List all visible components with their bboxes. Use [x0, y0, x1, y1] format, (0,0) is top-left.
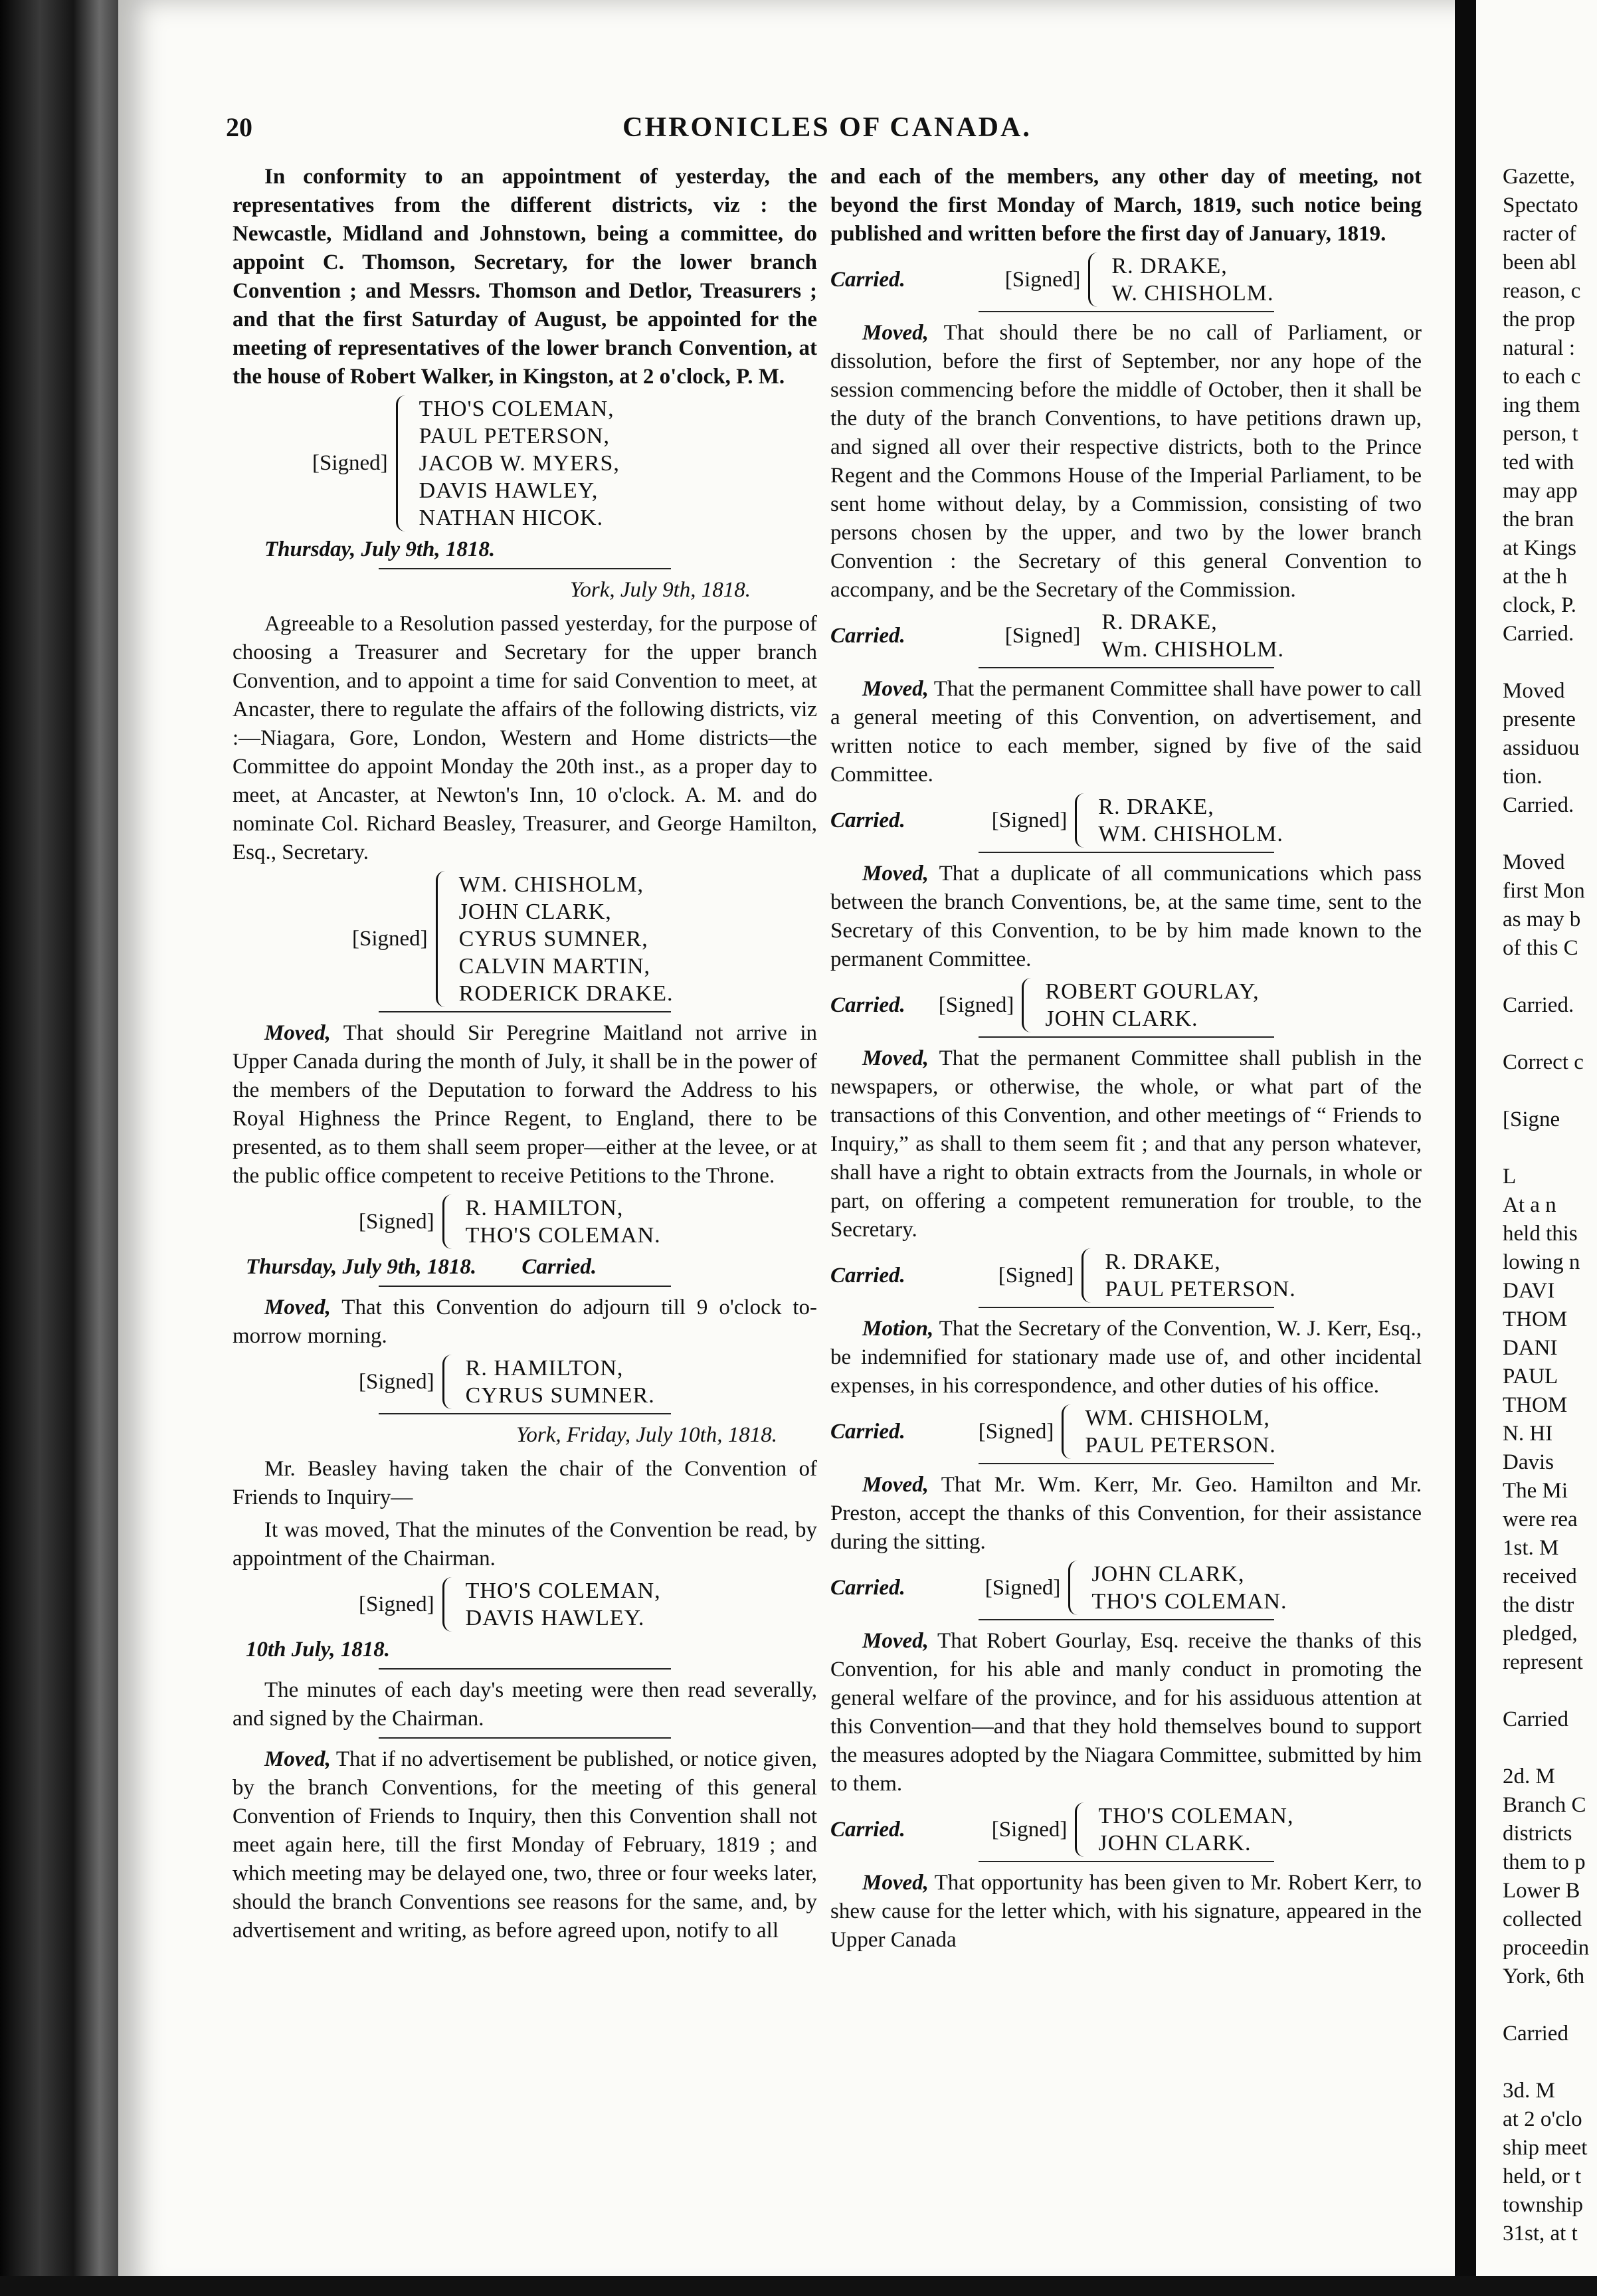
next-page-line: Branch C — [1503, 1793, 1586, 1817]
signatory: CYRUS SUMNER. — [465, 1383, 655, 1408]
motion-lead: Moved, — [862, 1473, 929, 1497]
motion-lead: Moved, — [862, 677, 929, 701]
divider — [979, 1861, 1274, 1862]
signatory: THO'S COLEMAN. — [465, 1223, 661, 1248]
next-page-line: held, or t — [1503, 2164, 1582, 2188]
next-page-line: Davis — [1503, 1450, 1554, 1474]
brace-icon — [1022, 978, 1038, 1032]
motion-paragraph — [233, 1019, 817, 1191]
next-page-line: township — [1503, 2193, 1584, 2217]
paragraph: and each of the members, any other day of meeting, not beyond the first Monday of March, 1819, such notice being published and written before the first day of January, 1819. — [830, 165, 1422, 246]
next-page-line: 1st. M — [1503, 1536, 1559, 1560]
motion-paragraph — [830, 860, 1422, 974]
brace-icon — [1088, 252, 1105, 307]
brace-icon — [442, 1577, 459, 1632]
brace-icon — [1068, 1561, 1085, 1615]
next-page-line — [1503, 1991, 1597, 2020]
signatory: DAVIS HAWLEY. — [465, 1606, 645, 1630]
carried-label: Carried. — [830, 1817, 905, 1842]
next-page-line: DAVI — [1503, 1279, 1555, 1303]
next-page-line: were rea — [1503, 1507, 1578, 1531]
motion-lead: Moved, — [264, 1747, 331, 1771]
motion-paragraph — [830, 319, 1422, 605]
signed-label: [Signed] — [359, 1369, 434, 1394]
next-page-line: lowing n — [1503, 1250, 1580, 1274]
motion-text: That the Secretary of the Convention, W. J. Kerr, Esq., be indemnified for stationary made use of, and other incidental expenses, in his correspondence, and other duties of his office. — [830, 1317, 1422, 1398]
next-page-line: person, t — [1503, 422, 1578, 446]
brace-icon — [396, 395, 413, 531]
next-page-line: pledged, — [1503, 1622, 1578, 1646]
signed-label: [Signed] — [991, 808, 1068, 832]
motion-text: That the permanent Committee shall publish in the newspapers, or otherwise, the whole, or what part of the transactions of this Convention, and other meetings of “ Friends to Inquiry,” as shall to them seem fit ; and that any person whatever, shall have a right to obtain extracts from the Journals, in whole or part, on offering a competent remuneration for trouble, to the Secretary. — [830, 1046, 1422, 1242]
next-page-line: presente — [1503, 708, 1576, 731]
next-page-line: Carried — [1503, 2022, 1568, 2046]
carried-label: Carried. — [830, 1575, 905, 1600]
motion-text: That Mr. Wm. Kerr, Mr. Geo. Hamilton and Mr. Preston, accept the thanks of this Convention, for their assistance during the sitting. — [830, 1473, 1422, 1554]
signatory: JOHN CLARK. — [1098, 1831, 1252, 1856]
signature-block — [312, 395, 817, 531]
divider — [379, 1737, 671, 1739]
signatory: JOHN CLARK, — [458, 900, 612, 924]
divider — [379, 1286, 671, 1287]
divider — [379, 1413, 671, 1414]
next-page-line: received — [1503, 1565, 1577, 1588]
signatories — [419, 395, 620, 531]
next-page-line: the distr — [1503, 1593, 1574, 1617]
carried-label: Carried. — [830, 993, 905, 1017]
next-page-line — [1503, 1677, 1597, 1705]
next-page-line: may app — [1503, 479, 1578, 503]
running-title: CHRONICLES OF CANADA. — [622, 112, 1032, 143]
signatory: THO'S COLEMAN. — [1091, 1589, 1287, 1614]
next-page-line — [1503, 648, 1597, 677]
next-page-line: reason, c — [1503, 279, 1581, 303]
motion-paragraph — [830, 1044, 1422, 1244]
next-page-line: ted with — [1503, 450, 1574, 474]
divider — [979, 1036, 1274, 1038]
brace-icon — [442, 1195, 459, 1249]
motion-text: That should there be no call of Parliament, or dissolution, before the first of September, nor any hope of the session commencing before the middle of October, then it shall be the duty of the branch Conventions, to have petitions drawn up, and signed all over their respective districts, both to the Prince Regent and the Commons House of the Imperial Parliament, to be sent home without delay, by a Commission, consisting of two persons chosen by the upper, and two by the lower branch Convention : the Secretary of this general Convention to accompany, and be the Secretary of the Commission. — [830, 321, 1422, 602]
signature-block — [830, 1802, 1422, 1857]
date-line: 10th July, 1818. — [246, 1638, 390, 1662]
next-page-line: assiduou — [1503, 736, 1580, 760]
signatory: JOHN CLARK, — [1091, 1562, 1245, 1586]
next-page-line — [1503, 2048, 1597, 2077]
next-page-line: N. HI — [1503, 1422, 1553, 1446]
carried-label: Carried. — [830, 1419, 905, 1444]
brace-icon — [1062, 1404, 1078, 1459]
signed-label: [Signed] — [1004, 623, 1081, 648]
motion-paragraph — [233, 1745, 817, 1945]
signatories — [1091, 1561, 1287, 1615]
motion-paragraph — [233, 1293, 817, 1351]
date-line: Thursday, July 9th, 1818. — [246, 1255, 477, 1279]
signatory: JOHN CLARK. — [1045, 1006, 1198, 1031]
signatories — [1105, 1248, 1295, 1303]
signed-label: [Signed] — [312, 451, 388, 475]
divider — [379, 1668, 671, 1670]
motion-text: That opportunity has been given to Mr. Robert Kerr, to shew cause for the letter which, with his signature, appeared in the Upper Canada — [830, 1871, 1422, 1952]
signed-label: [Signed] — [978, 1419, 1054, 1444]
date-line: Thursday, July 9th, 1818. — [264, 537, 496, 561]
next-page-line: collected — [1503, 1907, 1582, 1931]
next-page-line: at the h — [1503, 565, 1568, 589]
signed-label: [Signed] — [991, 1817, 1068, 1842]
next-page-line — [1503, 1020, 1597, 1048]
next-page-line: At a n — [1503, 1193, 1556, 1217]
signatory: DAVIS HAWLEY, — [419, 478, 599, 503]
next-page-line: the prop — [1503, 308, 1576, 332]
signatory: THO'S COLEMAN, — [1098, 1804, 1294, 1828]
motion-lead: Moved, — [264, 1021, 331, 1045]
scan-bottom-edge — [0, 2276, 1597, 2296]
next-page-line: clock, P. — [1503, 593, 1576, 617]
motion-paragraph — [830, 1471, 1422, 1557]
signatory: R. DRAKE, — [1111, 254, 1228, 278]
signature-block — [359, 1577, 817, 1632]
paragraph: Agreeable to a Resolution passed yesterday, for the purpose of choosing a Treasurer and Secretary for the upper branch Convention, and to appoint a time for said Convention to meet, at Ancaster, there to regulate the affairs of the following districts, viz :—Niagara, Gore, London, Western and Home districts—the Committee do appoint Monday the 20th inst., as a proper day to meet, at Ancaster, at Newton's Inn, 10 o'clock. A. M. and do nominate Col. Richard Beasley, Treasurer, and George Hamilton, Esq., Secretary. — [233, 612, 817, 864]
signatories — [1101, 609, 1284, 663]
signed-label: [Signed] — [938, 993, 1014, 1017]
carried-label: Carried. — [830, 1263, 905, 1288]
paragraph: In conformity to an appointment of yesterday, the representatives from the different districts, viz : the Newcastle, Midland and Johnstown, being a committee, do appoint C. Thomson, Secretary, for the lower branch Convention ; and Messrs. Thomson and Detlor, Treasurers ; and that the first Saturday of August, be appointed for the meeting of representatives of the lower branch Convention, at the house of Robert Walker, in Kingston, at 2 o'clock, P. M. — [233, 165, 817, 389]
next-page-line: 3d. M — [1503, 2079, 1555, 2103]
signature-block — [352, 871, 817, 1007]
next-page-line: 31st, at t — [1503, 2222, 1578, 2246]
next-page-line: THOM — [1503, 1307, 1568, 1331]
next-page-line: [Signe — [1503, 1107, 1560, 1131]
column-left — [233, 163, 817, 1949]
carried-label: Carried. — [830, 267, 905, 292]
motion-text: That the permanent Committee shall have power to call a general meeting of this Convention, on advertisement, and written notice to each member, signed by five of the said Committee. — [830, 677, 1422, 787]
signatories — [1098, 1802, 1293, 1857]
signature-block — [830, 978, 1422, 1032]
brace-icon — [1075, 1802, 1091, 1857]
next-page-line: natural : — [1503, 336, 1576, 360]
signatories — [459, 871, 674, 1007]
next-page-line: L — [1503, 1165, 1517, 1189]
next-page-line: Lower B — [1503, 1879, 1580, 1903]
signatories — [1045, 978, 1259, 1032]
book-binding — [0, 0, 133, 2296]
next-page-line: Moved — [1503, 679, 1565, 703]
brace-icon — [1081, 1248, 1098, 1303]
signed-label: [Signed] — [998, 1263, 1074, 1288]
motion-lead: Moved, — [862, 1871, 929, 1895]
signatories — [466, 1355, 655, 1409]
next-page-line: THOM — [1503, 1393, 1568, 1417]
signatory: WM. CHISHOLM, — [1085, 1406, 1270, 1430]
signature-block — [359, 1195, 817, 1249]
next-page-line — [1503, 1077, 1597, 1105]
next-page-line: of this C — [1503, 936, 1578, 960]
signatory: THO'S COLEMAN, — [419, 397, 614, 421]
divider — [979, 667, 1274, 668]
motion-paragraph — [830, 675, 1422, 789]
signed-label: [Signed] — [352, 927, 428, 951]
signatories — [1111, 252, 1273, 307]
next-page-line: Moved — [1503, 850, 1565, 874]
next-page-line: tion. — [1503, 765, 1543, 789]
motion-text: That should Sir Peregrine Maitland not arrive in Upper Canada during the month of July, it shall be in the power of the members of the Deputation to forward the Address to his Royal Highness the Prince Regent, to England, there to be presented, as to them shall seem proper—either at the levee, or at the public office competent to receive Petitions to the Throne. — [233, 1021, 817, 1188]
signature-block — [830, 793, 1422, 848]
signatory: CALVIN MARTIN, — [458, 954, 651, 979]
page-header — [226, 112, 1428, 151]
next-page-line: Carried. — [1503, 622, 1574, 646]
signatory: ROBERT GOURLAY, — [1045, 979, 1260, 1004]
signature-block — [830, 252, 1422, 307]
signatory: PAUL PETERSON. — [1085, 1433, 1276, 1458]
next-page-line: proceedin — [1503, 1936, 1590, 1960]
next-page-line: The Mi — [1503, 1479, 1568, 1503]
next-page-line: ship meet — [1503, 2136, 1588, 2160]
carried-label: Carried. — [521, 1255, 597, 1279]
signature-block — [830, 609, 1422, 663]
next-page-line: 2d. M — [1503, 1765, 1555, 1788]
motion-paragraph — [830, 1869, 1422, 1955]
signatory: PAUL PETERSON, — [419, 424, 610, 448]
next-page-line: Correct c — [1503, 1050, 1584, 1074]
signed-label: [Signed] — [985, 1575, 1061, 1600]
next-page-line: districts — [1503, 1822, 1572, 1846]
brace-icon — [1075, 793, 1091, 848]
motion-text: That Robert Gourlay, Esq. receive the thanks of this Convention, for his able and manly conduct in promoting the general welfare of the province, and for his assiduous attention at this Convention—and that they hold themselves bound to support the measures adopted by the Niagara Committee, submitted by him to them. — [830, 1629, 1422, 1796]
signatory: RODERICK DRAKE. — [458, 981, 674, 1006]
signatory: PAUL PETERSON. — [1105, 1277, 1296, 1301]
signatory: R. HAMILTON, — [465, 1196, 624, 1220]
motion-lead: Moved, — [862, 321, 929, 345]
brace-icon — [442, 1355, 459, 1409]
signature-block — [830, 1248, 1422, 1303]
next-page-line — [1503, 820, 1597, 848]
next-page-line: been abl — [1503, 250, 1576, 274]
page-number: 20 — [226, 112, 252, 142]
motion-paragraph — [830, 1315, 1422, 1400]
signatory: R. HAMILTON, — [465, 1356, 624, 1381]
paragraph: The minutes of each day's meeting were then read severally, and signed by the Chairman. — [233, 1678, 817, 1731]
divider — [979, 1463, 1274, 1464]
next-page-line — [1503, 1134, 1597, 1163]
next-page-line: the bran — [1503, 508, 1574, 531]
signatory: WM. CHISHOLM. — [1098, 822, 1283, 846]
signatory: R. DRAKE, — [1105, 1250, 1221, 1274]
brace-icon — [436, 871, 452, 1007]
motion-paragraph — [830, 1627, 1422, 1798]
divider — [979, 311, 1274, 312]
next-page-line: Spectato — [1503, 193, 1578, 217]
divider — [379, 568, 671, 569]
next-page-line: first Mon — [1503, 879, 1585, 903]
next-page-line: held this — [1503, 1222, 1578, 1246]
motion-text: That a duplicate of all communications which pass between the branch Conventions, be, at the same time, sent to the Secretary of this Convention, to be by him made known to the permanent Committee. — [830, 862, 1422, 971]
signed-label: [Signed] — [1004, 267, 1081, 292]
divider — [379, 1011, 671, 1012]
divider — [979, 1619, 1274, 1620]
next-page-line: DANI — [1503, 1336, 1558, 1360]
signatories — [1085, 1404, 1275, 1459]
motion-text: That this Convention do adjourn till 9 o'clock to-morrow morning. — [233, 1295, 817, 1348]
dateline: York, July 9th, 1818. — [570, 578, 751, 602]
next-page-line: racter of — [1503, 222, 1576, 246]
signatory: THO'S COLEMAN, — [465, 1578, 661, 1603]
next-page-line: them to p — [1503, 1850, 1586, 1874]
divider — [979, 1307, 1274, 1308]
motion-text: That if no advertisement be published, or notice given, by the branch Conventions, for the meeting of this general Convention of Friends to Inquiry, then this Convention shall not meet again here, till the first Monday of February, 1819 ; and which meeting may be delayed one, two, three or four weeks later, should the branch Conventions see reasons for the same, and, by advertisement and writing, as before agreed upon, notify to all — [233, 1747, 818, 1943]
next-page-line: to each c — [1503, 365, 1581, 389]
paragraph: Mr. Beasley having taken the chair of the Convention of Friends to Inquiry— — [233, 1457, 817, 1509]
motion-lead: Moved, — [862, 1046, 929, 1070]
motion-lead: Motion, — [862, 1317, 934, 1341]
signature-block — [359, 1355, 817, 1409]
next-page-line: at 2 o'clo — [1503, 2107, 1582, 2131]
next-page-line: Carried. — [1503, 793, 1574, 817]
signatory: NATHAN HICOK. — [419, 506, 604, 530]
next-page-line: at Kings — [1503, 536, 1576, 560]
signature-block — [830, 1561, 1422, 1615]
next-page-line: York, 6th — [1503, 1964, 1585, 1988]
signatories — [466, 1195, 661, 1249]
column-right — [830, 163, 1422, 1959]
next-page-line: Carried — [1503, 1707, 1568, 1731]
signatory: WM. CHISHOLM, — [458, 872, 644, 897]
signed-label: [Signed] — [359, 1592, 434, 1616]
signed-label: [Signed] — [359, 1209, 434, 1234]
next-page-line: ing them — [1503, 393, 1580, 417]
next-page-fragments — [1503, 163, 1597, 2248]
next-page-line: Carried. — [1503, 993, 1574, 1017]
signatories — [1098, 793, 1283, 848]
signatories — [466, 1577, 661, 1632]
signatory: R. DRAKE, — [1098, 795, 1214, 819]
next-page-line — [1503, 963, 1597, 991]
next-page-line — [1503, 1734, 1597, 1763]
signature-block — [830, 1404, 1422, 1459]
signatory: CYRUS SUMNER, — [458, 927, 648, 951]
carried-label: Carried. — [830, 623, 905, 648]
paragraph: It was moved, That the minutes of the Convention be read, by appointment of the Chairman. — [233, 1518, 817, 1571]
next-page-line: as may b — [1503, 908, 1581, 931]
motion-lead: Moved, — [264, 1295, 331, 1319]
dateline: York, Friday, July 10th, 1818. — [516, 1423, 777, 1447]
carried-label: Carried. — [830, 808, 905, 832]
signatory: Wm. CHISHOLM. — [1101, 637, 1285, 662]
motion-lead: Moved, — [862, 1629, 929, 1653]
date-carried-line — [246, 1253, 817, 1282]
signatory: W. CHISHOLM. — [1111, 281, 1274, 306]
signatory: R. DRAKE, — [1101, 610, 1218, 634]
divider — [979, 852, 1274, 853]
next-page-line: represent — [1503, 1650, 1583, 1674]
signatory: JACOB W. MYERS, — [419, 451, 620, 476]
next-page-line: Gazette, — [1503, 165, 1576, 189]
next-page-line: PAUL — [1503, 1365, 1558, 1388]
motion-lead: Moved, — [862, 862, 929, 886]
